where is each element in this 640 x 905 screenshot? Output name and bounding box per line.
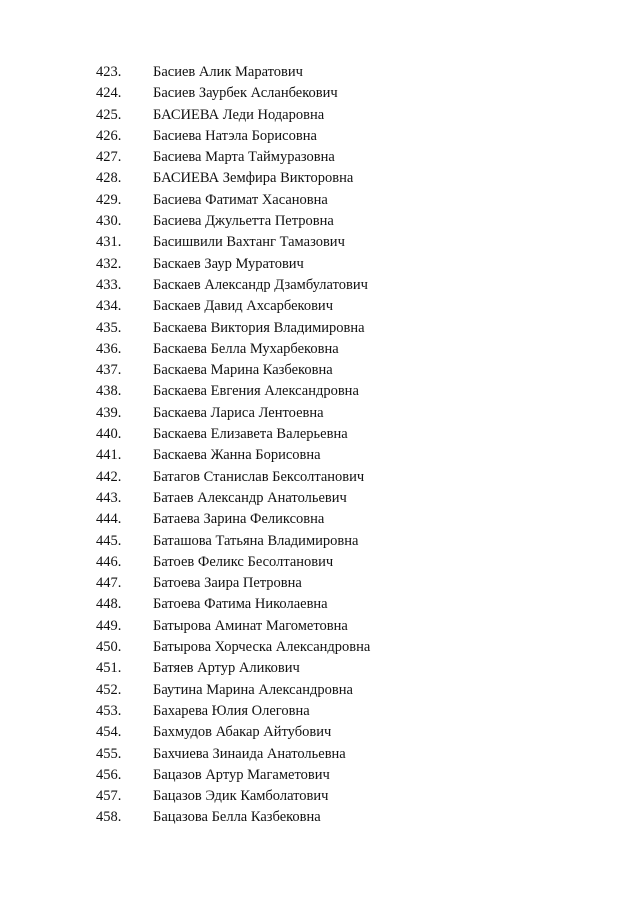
list-item	[0, 83, 640, 104]
list-item	[0, 488, 640, 509]
entry-name: Баутина Марина Александровна	[153, 681, 353, 698]
entry-number: 434.	[96, 298, 122, 315]
list-item	[0, 275, 640, 296]
list-item	[0, 552, 640, 573]
entry-number: 449.	[96, 617, 122, 634]
entry-number: 428.	[96, 170, 122, 187]
entry-name: Батырова Хорческа Александровна	[153, 639, 371, 656]
entry-name: Баскаева Виктория Владимировна	[153, 319, 365, 336]
entry-number: 458.	[96, 809, 122, 826]
entry-number: 437.	[96, 362, 122, 379]
entry-number: 442.	[96, 468, 122, 485]
entry-number: 444.	[96, 511, 122, 528]
list-item	[0, 573, 640, 594]
entry-name: БАСИЕВА Леди Нодаровна	[153, 106, 325, 123]
entry-name: Басиева Марта Таймуразовна	[153, 149, 335, 166]
entry-name: Баскаев Давид Ахсарбекович	[153, 298, 333, 315]
list-item	[0, 744, 640, 765]
list-item	[0, 445, 640, 466]
entry-name: Баскаева Марина Казбековна	[153, 362, 333, 379]
list-item	[0, 765, 640, 786]
entry-name: Баскаева Белла Мухарбековна	[153, 340, 339, 357]
entry-number: 447.	[96, 575, 122, 592]
list-item	[0, 531, 640, 552]
entry-name: Батаев Александр Анатольевич	[153, 489, 347, 506]
entry-number: 454.	[96, 724, 122, 741]
list-item	[0, 786, 640, 807]
entry-number: 423.	[96, 64, 122, 80]
entry-name: Бахмудов Абакар Айтубович	[153, 724, 332, 741]
entry-number: 441.	[96, 447, 122, 464]
entry-name: БАСИЕВА Земфира Викторовна	[153, 170, 354, 187]
entry-name: Бацазов Артур Магаметович	[153, 766, 330, 783]
entry-name: Батоева Фатима Николаевна	[153, 596, 328, 613]
entry-name: Баскаева Жанна Борисовна	[153, 447, 321, 464]
entry-number: 433.	[96, 276, 122, 293]
entry-number: 448.	[96, 596, 122, 613]
entry-name: Батагов Станислав Бексолтанович	[153, 468, 365, 485]
entry-number: 426.	[96, 127, 122, 144]
entry-number: 451.	[96, 660, 122, 677]
entry-name: Басиев Алик Маратович	[153, 64, 303, 80]
list-item	[0, 594, 640, 615]
entry-name: Батяев Артур Аликович	[153, 660, 300, 677]
entry-name: Батоев Феликс Бесолтанович	[153, 553, 334, 570]
list-item	[0, 318, 640, 339]
name-list	[0, 62, 640, 829]
entry-number: 445.	[96, 532, 122, 549]
entry-number: 427.	[96, 149, 122, 166]
entry-number: 455.	[96, 745, 122, 762]
entry-name: Бахарева Юлия Олеговна	[153, 702, 310, 719]
list-item	[0, 105, 640, 126]
entry-name: Бацазов Эдик Камболатович	[153, 788, 329, 805]
list-item	[0, 62, 640, 83]
entry-name: Баскаева Елизавета Валерьевна	[153, 426, 348, 443]
entry-number: 438.	[96, 383, 122, 400]
entry-name: Бахчиева Зинаида Анатольевна	[153, 745, 346, 762]
entry-number: 443.	[96, 489, 122, 506]
entry-name: Баскаев Заур Муратович	[153, 255, 304, 272]
list-item	[0, 807, 640, 828]
entry-name: Баташова Татьяна Владимировна	[153, 532, 359, 549]
entry-number: 432.	[96, 255, 122, 272]
entry-name: Батырова Аминат Магометовна	[153, 617, 348, 634]
list-item	[0, 168, 640, 189]
list-item	[0, 339, 640, 360]
entry-number: 453.	[96, 702, 122, 719]
entry-number: 430.	[96, 213, 122, 230]
list-item	[0, 232, 640, 253]
list-item	[0, 467, 640, 488]
list-item	[0, 381, 640, 402]
list-item	[0, 147, 640, 168]
list-item	[0, 211, 640, 232]
list-item	[0, 190, 640, 211]
list-item	[0, 403, 640, 424]
entry-number: 450.	[96, 639, 122, 656]
entry-number: 457.	[96, 788, 122, 805]
list-item	[0, 509, 640, 530]
list-item	[0, 360, 640, 381]
list-item	[0, 701, 640, 722]
entry-number: 425.	[96, 106, 122, 123]
entry-number: 429.	[96, 191, 122, 208]
entry-name: Баскаева Лариса Лентоевна	[153, 404, 324, 421]
entry-name: Басиева Натэла Борисовна	[153, 127, 317, 144]
entry-number: 439.	[96, 404, 122, 421]
list-item	[0, 637, 640, 658]
list-item	[0, 680, 640, 701]
entry-number: 436.	[96, 340, 122, 357]
entry-number: 456.	[96, 766, 122, 783]
entry-number: 452.	[96, 681, 122, 698]
entry-number: 424.	[96, 85, 122, 102]
list-item	[0, 722, 640, 743]
entry-name: Баскаева Евгения Александровна	[153, 383, 359, 400]
entry-name: Батоева Заира Петровна	[153, 575, 302, 592]
entry-name: Батаева Зарина Феликсовна	[153, 511, 325, 528]
entry-number: 435.	[96, 319, 122, 336]
list-item	[0, 254, 640, 275]
entry-name: Басиева Джульетта Петровна	[153, 213, 334, 230]
entry-name: Баскаев Александр Дзамбулатович	[153, 276, 368, 293]
entry-number: 446.	[96, 553, 122, 570]
list-item	[0, 424, 640, 445]
entry-name: Басиев Заурбек Асланбекович	[153, 85, 338, 102]
entry-name: Бацазова Белла Казбековна	[153, 809, 321, 826]
entry-number: 440.	[96, 426, 122, 443]
entry-name: Басиева Фатимат Хасановна	[153, 191, 328, 208]
entry-name: Басишвили Вахтанг Тамазович	[153, 234, 345, 251]
list-item	[0, 296, 640, 317]
list-item	[0, 658, 640, 679]
list-item	[0, 616, 640, 637]
entry-number: 431.	[96, 234, 122, 251]
list-item	[0, 126, 640, 147]
